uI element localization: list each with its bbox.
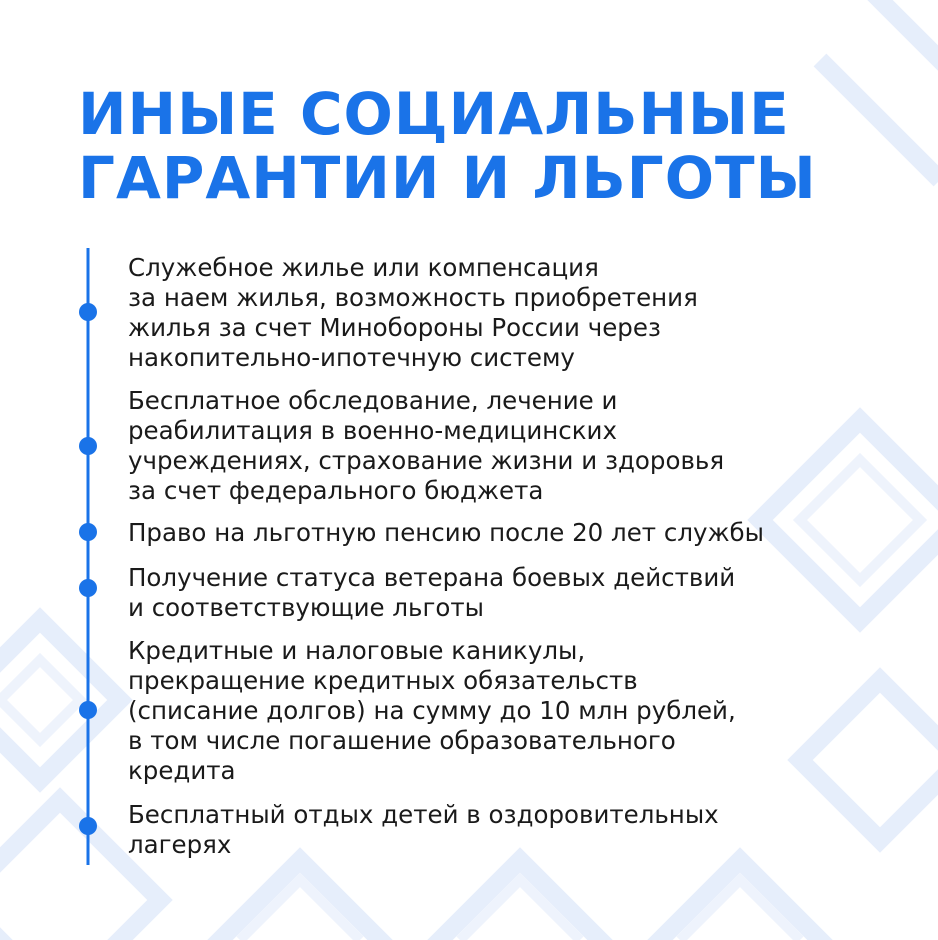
benefit-item-pension	[128, 518, 764, 548]
benefit-item-housing	[128, 253, 698, 373]
benefit-line: за наем жилья, возможность приобретения	[128, 283, 698, 312]
benefit-line: в том числе погашение образовательного	[128, 726, 676, 755]
benefit-line: лагерях	[128, 830, 232, 859]
benefit-line: Бесплатный отдых детей в оздоровительных	[128, 800, 719, 829]
page-title-line-2: ГАРАНТИИ И ЛЬГОТЫ	[78, 144, 817, 212]
benefit-line: (списание долгов) на сумму до 10 млн рублей,	[128, 696, 736, 725]
timeline-dot	[79, 817, 97, 835]
benefit-line: Получение статуса ветерана боевых действий	[128, 563, 736, 592]
page-title-line-1: ИНЫЕ СОЦИАЛЬНЫЕ	[78, 80, 790, 148]
benefit-line: накопительно-ипотечную систему	[128, 343, 575, 372]
benefit-item-credit	[128, 636, 736, 786]
timeline-dot	[79, 523, 97, 541]
benefit-item-medical	[128, 386, 724, 506]
benefit-line: Право на льготную пенсию после 20 лет службы	[128, 518, 765, 547]
benefit-line: Бесплатное обследование, лечение и	[128, 386, 618, 415]
benefit-line: Кредитные и налоговые каникулы,	[128, 636, 586, 665]
benefit-line: за счет федерального бюджета	[128, 476, 544, 505]
benefit-line: прекращение кредитных обязательств	[128, 666, 638, 695]
benefit-item-children-camp	[128, 800, 719, 860]
benefit-line: реабилитация в военно-медицинских	[128, 416, 617, 445]
page-title	[78, 82, 817, 210]
timeline-dot	[79, 579, 97, 597]
benefit-item-veteran	[128, 563, 735, 623]
benefit-line: жилья за счет Минобороны России через	[128, 313, 661, 342]
timeline-dot	[79, 303, 97, 321]
timeline-dot	[79, 437, 97, 455]
benefit-line: и соответствующие льготы	[128, 593, 484, 622]
benefit-line: учреждениях, страхование жизни и здоровья	[128, 446, 725, 475]
benefit-line: кредита	[128, 756, 236, 785]
benefit-line: Служебное жилье или компенсация	[128, 253, 599, 282]
timeline-dot	[79, 701, 97, 719]
